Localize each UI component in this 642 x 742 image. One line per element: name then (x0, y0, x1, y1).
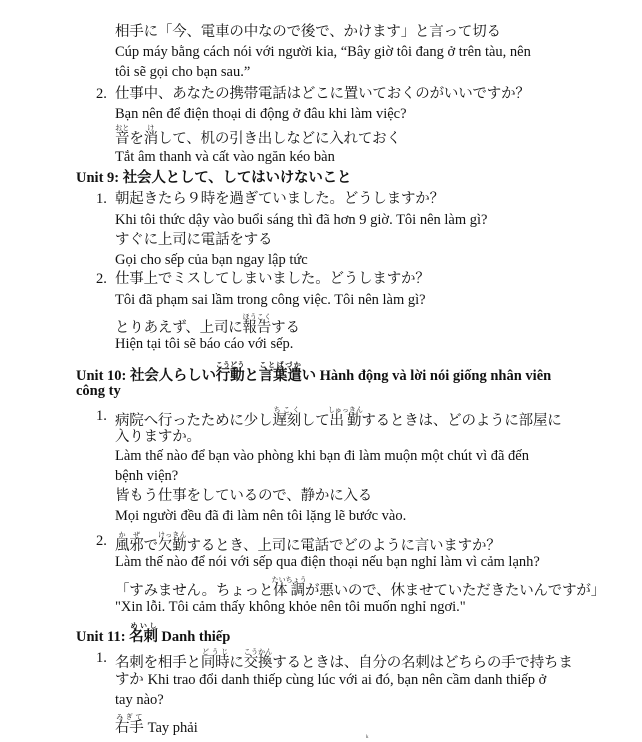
answer-vn: Mọi người đều đã đi làm nên tôi lặng lẽ bước vào. (115, 508, 407, 524)
ruby-word: 名刺めいし (129, 622, 158, 645)
unit-title-jp: 社会人らしい行動こうどうと言葉遣ことばづかい (129, 361, 316, 384)
question-jp-line2: 入りますか。 (115, 429, 201, 445)
question-jp: 仕事中、あなたの携帯電話はどこに置いておくのがいいですか？ (115, 86, 530, 102)
ruby-word: 消け (143, 124, 158, 147)
question-number: 2. (96, 86, 107, 102)
unit-label: Unit 10: (76, 368, 127, 384)
answer-line (115, 713, 198, 738)
answer-jp: 相手に「今、電車の中なので後で、かけます」と言って切る (115, 24, 501, 40)
question-jp: 仕事上でミスしてしまいました。どうしますか？ (115, 271, 430, 287)
answer-jp: すぐに上司に電話をする (115, 232, 273, 248)
answer-vn: "Xin lỗi. Tôi cảm thấy không khỏe nên tôi muốn nghỉ ngơi." (115, 599, 466, 615)
unit-title-vn: Danh thiếp (161, 629, 231, 645)
answer-vn: Gọi cho sếp của bạn ngay lập tức (115, 252, 308, 268)
unit-label: Unit 9: (76, 170, 120, 186)
answer-vn: Tắt âm thanh và cất vào ngăn kéo bàn (115, 149, 335, 165)
ruby-word: 出勤しゅっきん (327, 406, 363, 429)
unit-heading (76, 168, 351, 188)
question-line2 (115, 670, 546, 690)
question-number: 2. (96, 533, 107, 549)
question-jp: 朝起きたら９時を過ぎていました。どうしますか？ (115, 191, 444, 207)
page-mark: ᵏ (366, 733, 369, 742)
question-number: 1. (96, 408, 107, 424)
unit-heading (76, 622, 230, 647)
question-vn: Bạn nên để điện thoại di động ở đâu khi làm việc? (115, 106, 407, 122)
ruby-word: 同時どうじ (200, 648, 230, 671)
ruby-word: 右手みぎて (115, 713, 144, 736)
ruby-word: 言葉遣ことばづか (258, 361, 302, 384)
ruby-word: 欠勤けっきん (157, 531, 187, 554)
answer-vn: Hiện tại tôi sẽ báo cáo với sếp. (115, 336, 294, 352)
question-vn-line2: bệnh viện? (115, 468, 179, 484)
unit-title-jp (129, 622, 158, 645)
question-number: 1. (96, 191, 107, 207)
unit-title-vn-line2: công ty (76, 383, 121, 399)
ruby-word: 風邪かぜ (115, 531, 144, 554)
answer-vn-line1: Cúp máy bằng cách nói với người kia, “Bây giờ tôi đang ở trên tàu, nên (115, 44, 531, 60)
question-vn: Làm thế nào để nói với sếp qua điện thoại nếu bạn nghỉ làm vì cảm lạnh? (115, 554, 540, 570)
ruby-word: 交換こうかん (243, 648, 273, 671)
question-jp: 風邪かぜで欠勤けっきんするとき、上司に電話でどのように言いますか？ (115, 531, 501, 554)
answer-vn-line2: tôi sẽ gọi cho bạn sau.” (115, 64, 251, 80)
question-vn-line2: tay nào? (115, 692, 164, 708)
unit-heading (76, 361, 551, 386)
question-vn: Tôi đã phạm sai lầm trong công việc. Tôi nên làm gì? (115, 292, 426, 308)
question-number: 1. (96, 650, 107, 666)
answer-jp: 「すみません。ちょっと体調たいちょうが悪いので、休ませていただきたいんですが」 (115, 576, 605, 599)
ruby-word: 行動こうどう (215, 361, 245, 384)
question-number: 2. (96, 271, 107, 287)
answer-vn: Tay phải (147, 720, 198, 736)
unit-title-jp: 社会人として、してはいけないこと (122, 170, 352, 186)
ruby-word: 遅刻ちこく (272, 406, 301, 429)
ruby-word: 報告ほうこく (242, 313, 272, 336)
question-vn: Khi tôi thức dậy vào buổi sáng thì đã hơn 9 giờ. Tôi nên làm gì? (115, 212, 488, 228)
question-vn-line1: Làm thế nào để bạn vào phòng khi bạn đi làm muộn một chút vì đã đến (115, 448, 529, 464)
ruby-word: 音おと (115, 124, 130, 147)
unit-label: Unit 11: (76, 629, 126, 645)
question-jp: 名刺を相手と同時どうじに交換こうかんするときは、自分の名刺はどちらの手で持ちま (115, 648, 573, 671)
question-jp-line2: すか (115, 672, 144, 688)
answer-jp: とりあえず、上司に報告ほうこくする (115, 313, 300, 336)
answer-jp: 皆もう仕事をしているので、静かに入る (115, 488, 373, 504)
question-jp: 病院へ行ったために少し遅刻ちこくして出勤しゅっきんするときは、どのように部屋に (115, 406, 562, 429)
unit-title-vn: Hành động và lời nói giống nhân viên (319, 368, 552, 384)
ruby-word: 体調たいちょう (271, 576, 307, 599)
question-vn-line1: Khi trao đổi danh thiếp cùng lúc với ai đó, bạn nên cầm danh thiếp ở (147, 672, 547, 688)
answer-jp: 音おとを消けして、机の引き出しなどに入れておく (115, 124, 401, 147)
answer-jp (115, 713, 144, 736)
